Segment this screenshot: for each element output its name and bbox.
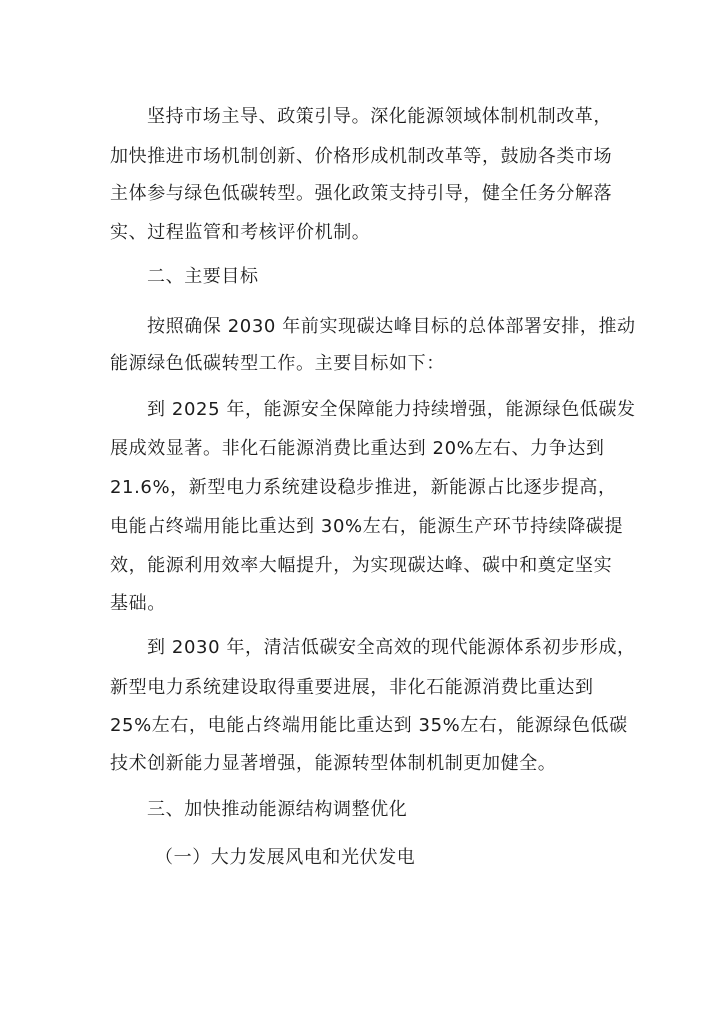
paragraph-1-line-1: 坚持市场主导、政策引导。深化能源领域体制机制改革， [147, 106, 612, 127]
subsection-heading-wind-solar: （一）大力发展风电和光伏发电 [155, 847, 416, 868]
paragraph-3-line-3: 21.6%，新型电力系统建设稳步推进，新能源占比逐步提高， [110, 477, 617, 498]
paragraph-1-line-4: 实、过程监管和考核评价机制。 [110, 222, 371, 243]
paragraph-1-line-3: 主体参与绿色低碳转型。强化政策支持引导，健全任务分解落 [110, 183, 613, 204]
paragraph-3-line-5: 效，能源利用效率大幅提升，为实现碳达峰、碳中和奠定坚实 [110, 555, 613, 576]
paragraph-3-line-2: 展成效显著。非化石能源消费比重达到 20%左右、力争达到 [110, 438, 605, 459]
paragraph-4-line-1: 到 2030 年，清洁低碳安全高效的现代能源体系初步形成， [147, 637, 636, 658]
paragraph-3-line-6: 基础。 [110, 593, 166, 614]
paragraph-2-line-2: 能源绿色低碳转型工作。主要目标如下： [110, 353, 445, 374]
paragraph-3-line-1: 到 2025 年，能源安全保障能力持续增强，能源绿色低碳发 [147, 399, 636, 420]
paragraph-1-line-2: 加快推进市场机制创新、价格形成机制改革等，鼓励各类市场 [110, 146, 613, 167]
paragraph-4-line-3: 25%左右，电能占终端用能比重达到 35%左右，能源绿色低碳 [110, 715, 628, 736]
paragraph-3-line-4: 电能占终端用能比重达到 30%左右，能源生产环节持续降碳提 [110, 516, 624, 537]
paragraph-2-line-1: 按照确保 2030 年前实现碳达峰目标的总体部署安排，推动 [147, 316, 636, 337]
paragraph-4-line-2: 新型电力系统建设取得重要进展，非化石能源消费比重达到 [110, 677, 594, 698]
section-heading-energy-structure: 三、加快推动能源结构调整优化 [147, 799, 408, 820]
paragraph-4-line-4: 技术创新能力显著增强，能源转型体制机制更加健全。 [110, 753, 557, 774]
section-heading-main-goals: 二、主要目标 [147, 266, 259, 287]
